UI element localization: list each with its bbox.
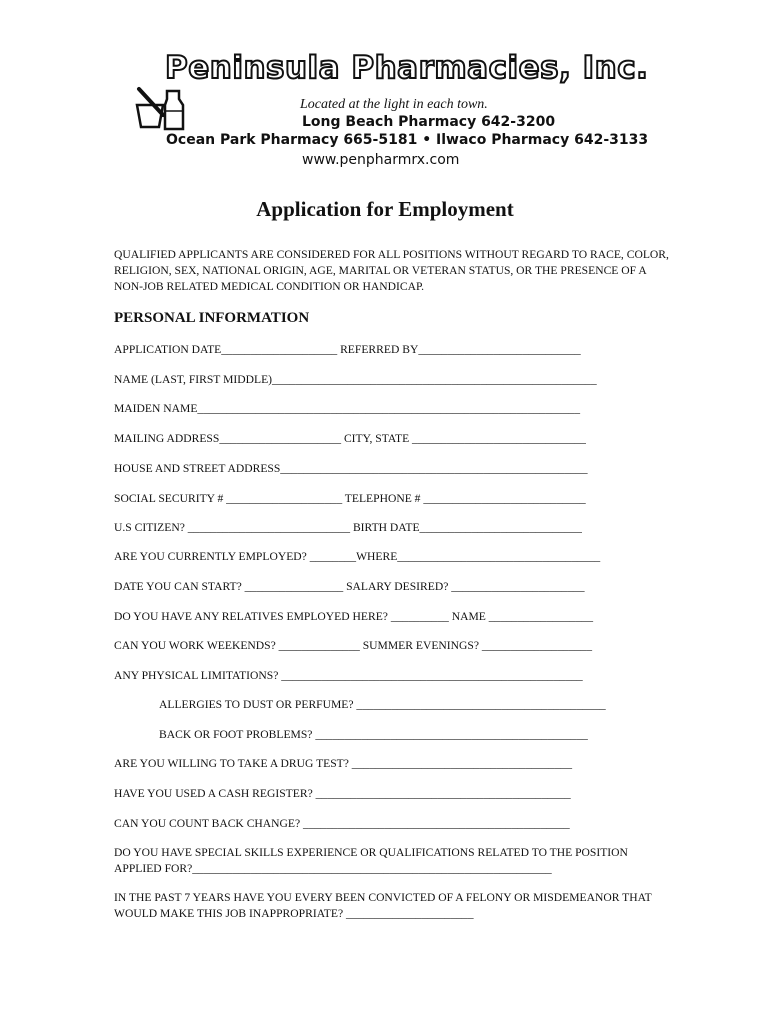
- field-felony-conviction[interactable]: IN THE PAST 7 YEARS HAVE YOU EVERY BEEN CONVICTED OF A FELONY OR MISDEMEANOR THAT WOULD MAKE THIS JOB INAPPROPRIATE? ______________________: [114, 891, 652, 920]
- field-name[interactable]: NAME (LAST, FIRST MIDDLE)________________________________________________________: [114, 373, 597, 386]
- field-relatives-employed[interactable]: DO YOU HAVE ANY RELATIVES EMPLOYED HERE? __________ NAME __________________: [114, 610, 594, 623]
- eeo-statement: QUALIFIED APPLICANTS ARE CONSIDERED FOR ALL POSITIONS WITHOUT REGARD TO RACE, COLOR, RELIGION, SEX, NATIONAL ORIGIN, AGE, MARITAL OR VETERAN STATUS, OR THE PRESENCE OF A NON-JOB RELATED MEDICAL CONDITION OR HANDICAP.: [114, 248, 669, 293]
- section-title-personal-information: PERSONAL INFORMATION: [114, 310, 310, 326]
- field-maiden-name[interactable]: MAIDEN NAME__________________________________________________________________: [114, 402, 580, 415]
- field-drug-test[interactable]: ARE YOU WILLING TO TAKE A DRUG TEST? ______________________________________: [114, 757, 573, 770]
- letterhead: [0, 0, 770, 175]
- field-allergies[interactable]: ALLERGIES TO DUST OR PERFUME? ___________________________________________: [159, 698, 606, 711]
- field-mailing-address[interactable]: MAILING ADDRESS_____________________ CITY, STATE ______________________________: [114, 432, 586, 445]
- field-social-security[interactable]: SOCIAL SECURITY # ____________________ TELEPHONE # ____________________________: [114, 492, 586, 505]
- field-count-back-change[interactable]: CAN YOU COUNT BACK CHANGE? ______________________________________________: [114, 817, 570, 830]
- field-work-weekends[interactable]: CAN YOU WORK WEEKENDS? ______________ SUMMER EVENINGS? ___________________: [114, 639, 593, 652]
- field-currently-employed[interactable]: ARE YOU CURRENTLY EMPLOYED? ________WHERE___________________________________: [114, 550, 601, 563]
- company-name: Peninsula Pharmacies, Inc.: [165, 50, 649, 86]
- store-line-1: Long Beach Pharmacy 642-3200: [302, 114, 556, 130]
- field-back-foot-problems[interactable]: BACK OR FOOT PROBLEMS? _______________________________________________: [159, 728, 588, 741]
- tagline: Located at the light in each town.: [300, 97, 488, 112]
- field-start-date[interactable]: DATE YOU CAN START? _________________ SALARY DESIRED? _______________________: [114, 580, 585, 593]
- website-text: www.penpharmrx.com: [302, 152, 460, 168]
- field-application-date[interactable]: APPLICATION DATE____________________ REFERRED BY____________________________: [114, 343, 581, 356]
- field-cash-register[interactable]: HAVE YOU USED A CASH REGISTER? ____________________________________________: [114, 787, 571, 800]
- page-title: Application for Employment: [256, 197, 514, 221]
- field-physical-limitations[interactable]: ANY PHYSICAL LIMITATIONS? ____________________________________________________: [114, 669, 583, 682]
- field-special-skills[interactable]: DO YOU HAVE SPECIAL SKILLS EXPERIENCE OR QUALIFICATIONS RELATED TO THE POSITION APPLIED FOR?______________________________________________________________: [114, 846, 628, 875]
- store-line-2: Ocean Park Pharmacy 665-5181 • Ilwaco Pharmacy 642-3133: [166, 132, 649, 148]
- field-us-citizen[interactable]: U.S CITIZEN? ____________________________ BIRTH DATE____________________________: [114, 521, 582, 534]
- field-house-street-address[interactable]: HOUSE AND STREET ADDRESS_____________________________________________________: [114, 462, 588, 475]
- mortar-pestle-icon: [133, 85, 185, 137]
